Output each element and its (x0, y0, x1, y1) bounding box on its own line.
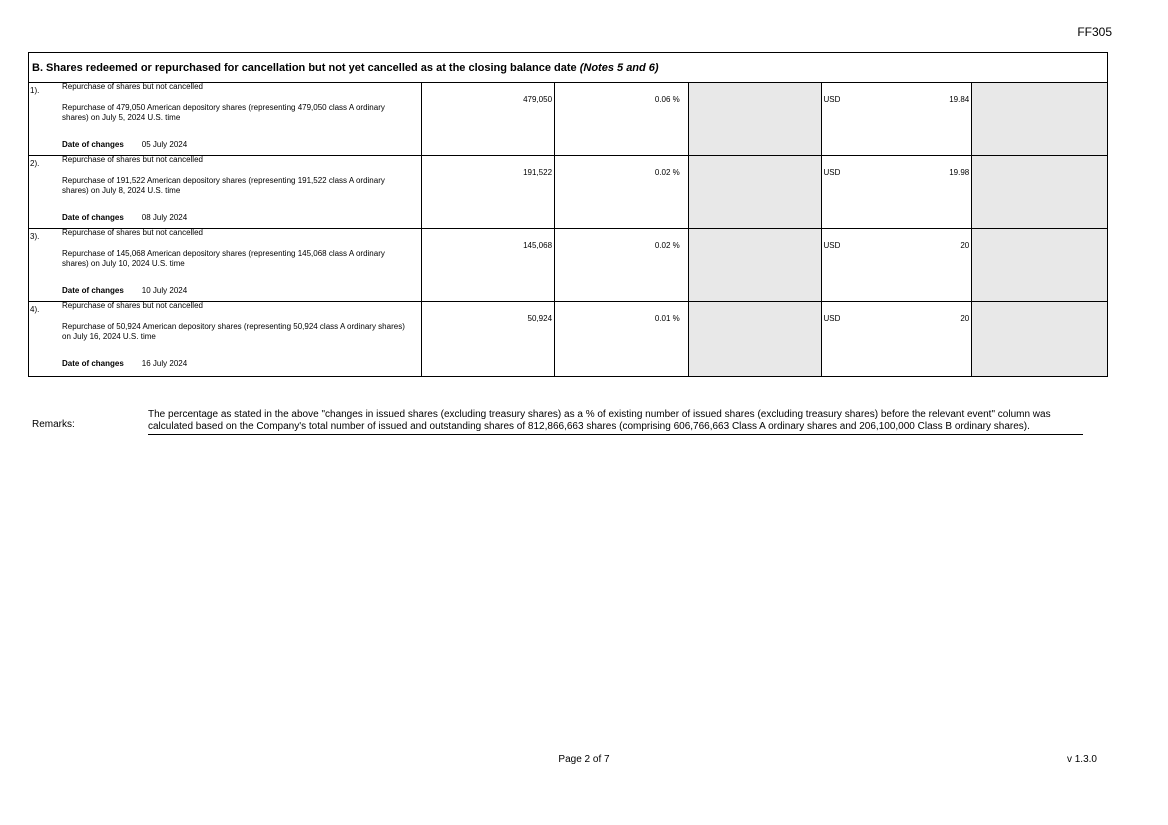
change-description: Repurchase of 479,050 American depository shares (representing 479,050 class A ordinary shares) on July 5, 2024 U.S. time (62, 103, 385, 122)
shares-value: 191,522 (523, 168, 553, 177)
price-cell (822, 156, 973, 228)
price-value: 19.84 (949, 95, 970, 104)
change-description: Repurchase of 191,522 American depository shares (representing 191,522 class A ordinary shares) on July 8, 2024 U.S. time (62, 176, 385, 195)
shaded-cell (972, 156, 1107, 228)
remarks-text: The percentage as stated in the above "changes in issued shares (excluding treasury shares) as a % of existing number of issued shares (excluding treasury shares) before the relevant event" column was calculated based on the Company's total number of issued and outstanding shares of 812,866,663 shares (comprising 606,766,663 Class A ordinary shares and 206,100,000 Class B ordinary shares). (148, 409, 1083, 435)
row-number: 4). (30, 305, 40, 314)
description-cell (29, 302, 422, 376)
change-type: Repurchase of shares but not cancelled (62, 82, 203, 91)
change-type: Repurchase of shares but not cancelled (62, 155, 203, 164)
currency: USD (823, 314, 841, 323)
price-value: 20 (960, 314, 970, 323)
currency: USD (823, 168, 841, 177)
percentage-cell (555, 156, 689, 228)
shares-repurchased-section (28, 52, 1108, 377)
date-value: 10 July 2024 (141, 286, 188, 295)
date-label: Date of changes (62, 286, 124, 295)
version-label: v 1.3.0 (1066, 754, 1097, 765)
percentage-value: 0.01 % (654, 314, 680, 323)
description-cell (29, 229, 422, 301)
row-number: 2). (30, 159, 40, 168)
date-label: Date of changes (62, 140, 124, 149)
price-cell (822, 229, 973, 301)
shaded-cell (689, 302, 822, 376)
table-row (29, 229, 1107, 302)
date-label: Date of changes (62, 213, 124, 222)
description-cell (29, 83, 422, 155)
price-value: 20 (960, 241, 970, 250)
percentage-value: 0.06 % (654, 95, 680, 104)
date-of-changes (62, 359, 187, 368)
section-title-notes: (Notes 5 and 6) (579, 62, 659, 74)
remarks-label: Remarks: (32, 419, 75, 430)
percentage-cell (555, 302, 689, 376)
change-type: Repurchase of shares but not cancelled (62, 228, 203, 237)
table-row (29, 156, 1107, 229)
price-value: 19.98 (949, 168, 970, 177)
table-row (29, 302, 1107, 376)
percentage-value: 0.02 % (654, 168, 680, 177)
shaded-cell (689, 156, 822, 228)
form-code: FF305 (1077, 25, 1112, 39)
shares-value: 145,068 (523, 241, 553, 250)
shaded-cell (972, 83, 1107, 155)
date-value: 05 July 2024 (141, 140, 188, 149)
change-type: Repurchase of shares but not cancelled (62, 301, 203, 310)
shares-value: 479,050 (523, 95, 553, 104)
price-cell (822, 83, 973, 155)
shaded-cell (972, 229, 1107, 301)
percentage-value: 0.02 % (654, 241, 680, 250)
section-title (29, 53, 1107, 83)
date-of-changes (62, 213, 187, 222)
date-value: 08 July 2024 (141, 213, 188, 222)
date-of-changes (62, 140, 187, 149)
change-description: Repurchase of 145,068 American depository shares (representing 145,068 class A ordinary shares) on July 10, 2024 U.S. time (62, 249, 385, 268)
percentage-cell (555, 83, 689, 155)
shares-cell (422, 302, 555, 376)
shares-cell (422, 83, 555, 155)
percentage-cell (555, 229, 689, 301)
shaded-cell (689, 83, 822, 155)
date-label: Date of changes (62, 359, 124, 368)
date-value: 16 July 2024 (141, 359, 188, 368)
row-number: 1). (30, 86, 40, 95)
currency: USD (823, 95, 841, 104)
price-cell (822, 302, 973, 376)
date-of-changes (62, 286, 187, 295)
section-title-text: B. Shares redeemed or repurchased for cancellation but not yet cancelled as at the closing balance date (32, 62, 580, 74)
shares-value: 50,924 (527, 314, 553, 323)
page-number: Page 2 of 7 (558, 754, 610, 765)
description-cell (29, 156, 422, 228)
shaded-cell (689, 229, 822, 301)
shaded-cell (972, 302, 1107, 376)
change-description: Repurchase of 50,924 American depository shares (representing 50,924 class A ordinary shares) on July 16, 2024 U.S. time (62, 322, 405, 341)
shares-cell (422, 229, 555, 301)
table-row (29, 83, 1107, 156)
currency: USD (823, 241, 841, 250)
shares-cell (422, 156, 555, 228)
row-number: 3). (30, 232, 40, 241)
